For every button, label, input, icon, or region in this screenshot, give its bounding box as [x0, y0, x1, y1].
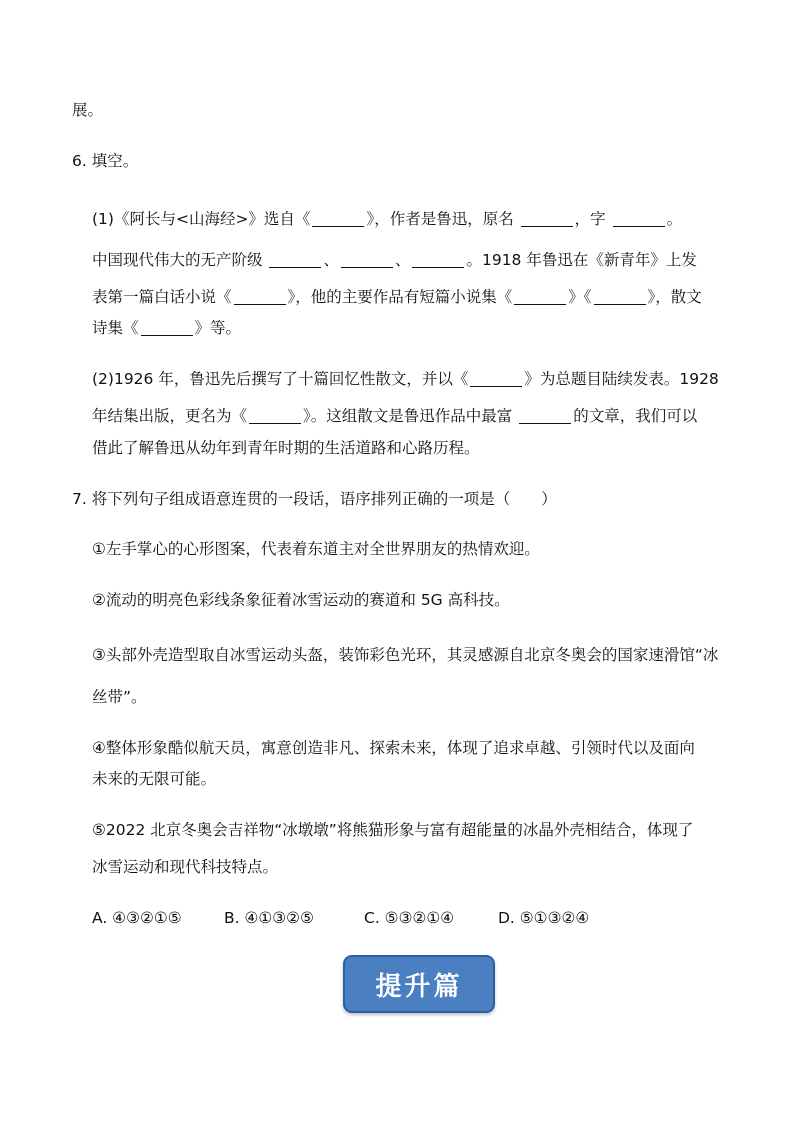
q7-sentence-3-line-1: ③头部外壳造型取自冰雪运动头盔，装饰彩色光环，其灵感源自北京冬奥会的国家速滑馆“冰 — [92, 646, 719, 664]
fill-blank[interactable] — [519, 407, 571, 424]
fill-blank[interactable] — [412, 251, 464, 268]
q7-option-a[interactable]: A. ④③②①⑤ — [92, 909, 182, 927]
fill-blank[interactable] — [521, 210, 573, 227]
q7-sentence-4-line-2: 未来的无限可能。 — [92, 770, 217, 788]
fill-blank[interactable] — [594, 288, 646, 305]
q6-p1-line-2: 中国现代伟大的无产阶级 、 、 。1918 年鲁迅在《新青年》上发 — [92, 251, 697, 269]
fill-blank[interactable] — [234, 288, 286, 305]
q6-p1-line-1: (1)《阿长与<山海经>》选自《 》，作者是鲁迅，原名 ，字 。 — [92, 210, 683, 228]
fill-blank[interactable] — [312, 210, 364, 227]
q7-sentence-1: ①左手掌心的心形图案，代表着东道主对全世界朋友的热情欢迎。 — [92, 540, 540, 558]
q7-sentence-3-line-2: 丝带”。 — [92, 688, 147, 706]
q6-p2-line-1: (2)1926 年，鲁迅先后撰写了十篇回忆性散文，并以《 》为总题目陆续发表。1928 — [92, 370, 719, 388]
q7-option-d[interactable]: D. ⑤①③②④ — [498, 909, 590, 927]
fill-blank[interactable] — [613, 210, 665, 227]
q7-sentence-5-line-1: ⑤2022 北京冬奥会吉祥物“冰墩墩”将熊猫形象与富有超能量的冰晶外壳相结合，体现了 — [92, 821, 694, 839]
question-6-heading: 6. 填空。 — [72, 152, 139, 170]
fill-blank[interactable] — [341, 251, 393, 268]
q6-p2-line-3: 借此了解鲁迅从幼年到青年时期的生活道路和心路历程。 — [92, 439, 480, 457]
question-7-heading: 7. 将下列句子组成语意连贯的一段话，语序排列正确的一项是（ ） — [72, 490, 557, 508]
fill-blank[interactable] — [470, 370, 522, 387]
fill-blank[interactable] — [514, 288, 566, 305]
fill-blank[interactable] — [269, 251, 321, 268]
continued-text: 展。 — [72, 101, 104, 119]
q7-sentence-2: ②流动的明亮色彩线条象征着冰雪运动的赛道和 5G 高科技。 — [92, 591, 510, 609]
q6-p2-line-2: 年结集出版，更名为《 》。这组散文是鲁迅作品中最富 的文章，我们可以 — [92, 407, 698, 425]
q7-sentence-4-line-1: ④整体形象酷似航天员，寓意创造非凡、探索未来，体现了追求卓越、引领时代以及面向 — [92, 739, 695, 757]
q6-p1-line-3: 表第一篇白话小说《 》，他的主要作品有短篇小说集《 》《 》，散文 — [92, 288, 702, 306]
q7-option-c[interactable]: C. ⑤③②①④ — [364, 909, 455, 927]
fill-blank[interactable] — [141, 319, 193, 336]
q6-p1-line-4: 诗集《 》等。 — [92, 319, 242, 337]
section-badge: 提升篇 — [343, 955, 495, 1013]
q7-sentence-5-line-2: 冰雪运动和现代科技特点。 — [92, 858, 279, 876]
q7-option-b[interactable]: B. ④①③②⑤ — [224, 909, 314, 927]
fill-blank[interactable] — [249, 407, 301, 424]
